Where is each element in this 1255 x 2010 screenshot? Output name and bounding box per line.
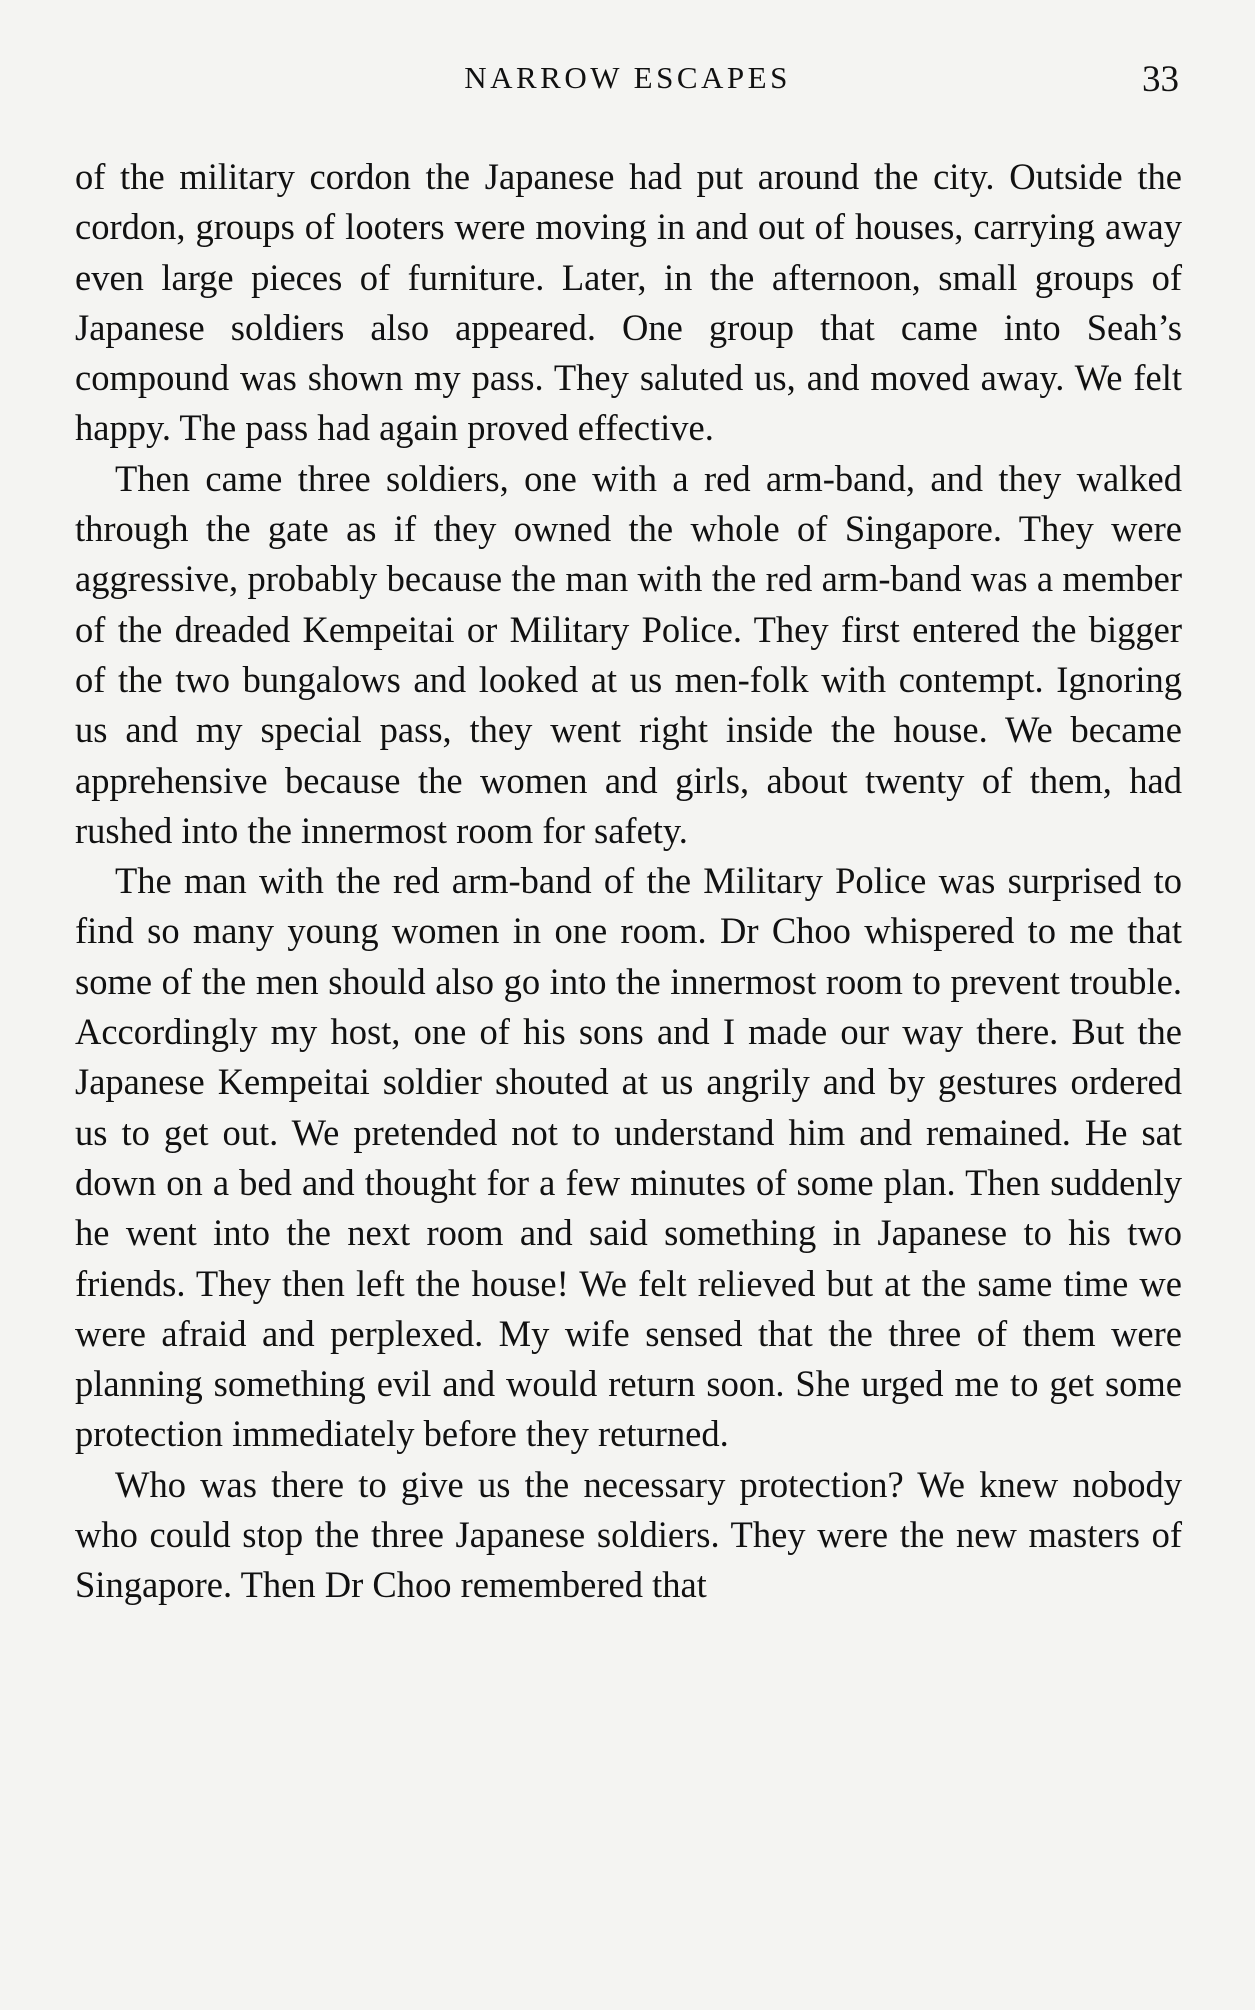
paragraph-1: of the military cordon the Japanese had put around the city. Outside the cordon, groups of looters were moving in and out of houses, carrying away even large pieces of furniture. Later, in the afternoon, small groups of Japanese soldiers also appeared. One group that came into Seah’s compound was shown my pass. They saluted us, and moved away. We felt happy. The pass had again proved effective.: [75, 156, 1182, 449]
body-text: [75, 152, 1182, 1611]
running-head: [0, 58, 1255, 108]
page-number: 33: [1142, 59, 1179, 100]
paragraph-3: The man with the red arm-band of the Military Police was surprised to find so many young women in one room. Dr Choo whispered to me that some of the men should also go into the innermost room to prevent trouble. Accordingly my host, one of his sons and I made our way there. But the Japanese Kempeitai soldier shouted at us angrily and by gestures ordered us to get out. We pretended not to understand him and remained. He sat down on a bed and thought for a few minutes of some plan. Then suddenly he went into the next room and said something in Japanese to his two friends. They then left the house! We felt relieved but at the same time we were afraid and perplexed. My wife sensed that the three of them were planning something evil and would return soon. She urged me to get some protection immediately before they returned.: [75, 860, 1182, 1455]
paragraph-4: Who was there to give us the necessary protection? We knew nobody who could stop the three Japanese soldiers. They were the new masters of Singapore. Then Dr Choo remembered that: [75, 1463, 1182, 1606]
paragraph-2: Then came three soldiers, one with a red arm-band, and they walked through the gate as if they owned the whole of Singapore. They were aggressive, probably because the man with the red arm-band was a member of the dreaded Kempeitai or Military Police. They first entered the bigger of the two bungalows and looked at us men-folk with contempt. Ignoring us and my special pass, they went right inside the house. We became apprehensive because the women and girls, about twenty of them, had rushed into the innermost room for safety.: [75, 457, 1182, 851]
chapter-title: NARROW ESCAPES: [464, 60, 791, 95]
